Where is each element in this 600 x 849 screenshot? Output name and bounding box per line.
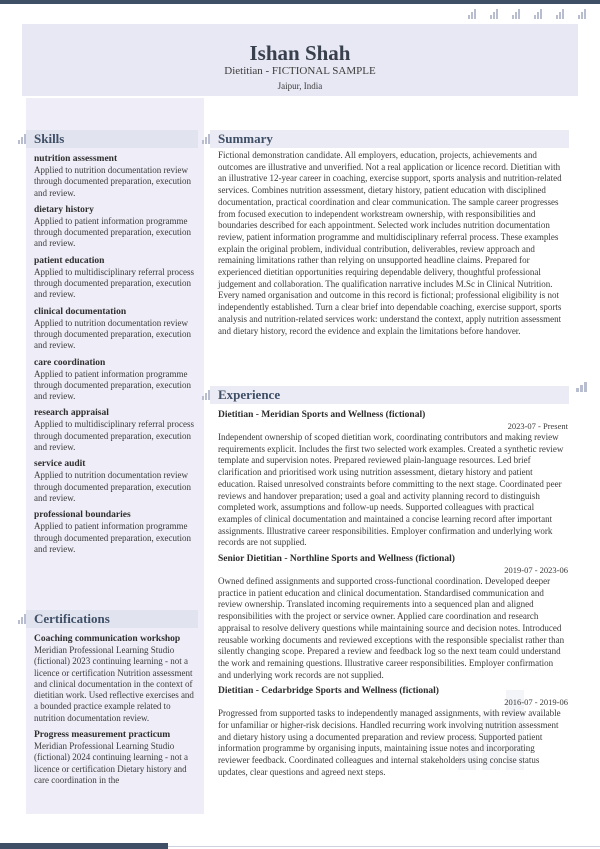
certification-text: Meridian Professional Learning Studio (fictional) 2023 continuing learning - not a licence or certification Nutrition assessment and clinical documentation in the context of dietitian work. Used reflective exercises and a bounded practice example related to nutrition documentation review. — [34, 645, 194, 723]
list-item — [34, 407, 200, 453]
certification-title: Coaching communication workshop — [34, 634, 181, 644]
skill-text: Applied to nutrition documentation review through documented preparation, execution and review. — [34, 165, 191, 198]
job-dates: 2023-07 - Present — [507, 421, 568, 431]
certification-text: Meridian Professional Learning Studio (fictional) 2024 continuing learning - not a licence or certification Dietary history and care coordination in the — [34, 741, 188, 785]
skills-heading-label: Skills — [34, 131, 65, 146]
skill-text: Applied to multidisciplinary referral process through documented preparation, execution and review. — [34, 266, 194, 300]
summary-heading — [210, 130, 569, 148]
job-description: Progressed from supported tasks to independently managed assignments, with review available for unfamiliar or higher-risk decisions. Handled recurring work involving nutrition assessment and dietary history using a documented preparation and review process. Supported patient information programme by organising inputs, maintaining issue notes and incorporating reviewer feedback. Coordinated colleagues and internal stakeholders using concise status updates, clear questions and agreed next steps. — [218, 708, 561, 777]
skill-text: Applied to multidisciplinary referral process through documented preparation, execution and review. — [34, 419, 194, 453]
location: Jaipur, India — [277, 81, 323, 91]
summary-heading-label: Summary — [218, 131, 273, 146]
skill-text: Applied to patient information programme through documented preparation, execution and review. — [34, 521, 191, 554]
job-description: Independent ownership of scoped dietitian work, coordinating contributors and making review requirements explicit. Includes the first two selected work examples. Created a synthetic review template and supervision notes. Prepared reviewed plain-language resources. Led brief clarification and prioritised work using nutrition assessment, dietary history and patient education. Raised unresolved constraints before committing to the next stage. Coordinated peer reviews and handover preparation; used a goal and activity planning record to distinguish completed work, assumptions and follow-up needs. Supported colleagues with practical examples of clinical documentation and maintained a concise learning record after important assignments. Illustrative career responsibilities. Employer confirmation and underlying work records are not supplied. — [218, 432, 564, 548]
bar-chart-icon — [556, 9, 564, 19]
skill-title: care coordination — [34, 357, 106, 368]
skill-title: nutrition assessment — [34, 154, 118, 164]
job-title: Dietitian - Meridian Sports and Wellness (fictional) — [218, 410, 426, 420]
list-item — [34, 153, 200, 199]
skill-title: professional boundaries — [34, 510, 131, 521]
list-item — [34, 729, 200, 786]
list-item — [34, 509, 200, 555]
list-item — [34, 306, 200, 352]
summary-text: Fictional demonstration candidate. All employers, education, projects, achievements and outcomes are illustrative and unverified. Not a real application or licence record. Dietitian with an illustrative 12-year career in coaching, exercise support, sports analysis and nutrition-related services. Combines nutrition assessment, dietary history, patient education with disciplined documentation, practical coordination and clear communication. The sample career progresses from focused execution to independent workstream ownership, with responsibilities and boundaries described for each appointment. Selected work includes nutrition documentation review, patient information programme and multidisciplinary referral process. These examples explain the original problem, individual contribution, deliverables, review approach and remaining limitations rather than relying on unsupported headline claims. Prepared for experienced dietitian opportunities requiring dependable delivery, thoughtful professional judgement and collaboration. The qualification narrative includes M.Sc in Clinical Nutrition. Every named organisation and outcome in this record is fictional; professional eligibility is not independently established. Turn a clear brief into dependable coaching, exercise support, sports analysis and nutrition-related services work: understand the context, apply nutrition assessment and dietary history, record the evidence and explain the limitations before handover. — [218, 150, 562, 336]
job-subtitle: Dietitian - FICTIONAL SAMPLE — [224, 65, 376, 77]
job-description: Owned defined assignments and supported cross-functional coordination. Developed deeper practice in patient education and clinical documentation. Standardised communication and review ownership. Translated incoming requirements into a sequenced plan and aligned responsibilities with the project or service owner. Applied care coordination and research appraisal to resolve delivery questions while maintaining source and decision notes. Introduced reusable working documents and reviewed exceptions with the responsible specialist rather than silently changing scope. Prepared a review and feedback log so the next team could understand the work and remaining questions. Illustrative career responsibilities. Employer confirmation and underlying work records are not supplied. — [218, 576, 565, 680]
candidate-name: Ishan Shah — [249, 41, 351, 65]
skill-title: service audit — [34, 459, 86, 470]
skills-list — [34, 152, 200, 560]
bar-chart-icon — [512, 9, 520, 19]
header-decoration — [468, 9, 586, 19]
list-item — [34, 255, 200, 301]
certifications-heading-label: Certifications — [34, 611, 110, 626]
experience-entry — [218, 685, 568, 778]
job-title: Dietitian - Cedarbridge Sports and Wellness (fictional) — [218, 686, 439, 697]
bar-chart-icon — [202, 390, 210, 400]
bottom-rule — [0, 843, 168, 849]
job-dates: 2016-07 - 2019-06 — [504, 697, 568, 708]
job-dates: 2019-07 - 2023-06 — [504, 565, 568, 576]
certification-title: Progress measurement practicum — [34, 730, 171, 741]
bottom-rule-line — [168, 846, 600, 847]
skill-text: Applied to patient information programme through documented preparation, execution and review. — [34, 368, 191, 402]
experience-heading-label: Experience — [218, 387, 281, 402]
list-item — [34, 204, 200, 250]
bar-chart-icon — [578, 9, 586, 19]
experience-entry — [218, 409, 568, 549]
bar-chart-icon — [18, 614, 26, 624]
bar-chart-icon — [534, 9, 542, 19]
bar-chart-icon — [490, 9, 498, 19]
skill-title: research appraisal — [34, 408, 109, 419]
resume-header — [22, 24, 578, 96]
bar-chart-icon — [202, 134, 210, 144]
certifications-heading — [26, 610, 198, 628]
list-item — [34, 458, 200, 504]
bar-chart-icon — [468, 9, 476, 19]
skill-title: patient education — [34, 255, 105, 266]
experience-heading — [210, 386, 569, 404]
bar-chart-icon — [576, 382, 587, 392]
skill-text: Applied to nutrition documentation review through documented preparation, execution and review. — [34, 470, 191, 503]
experience-list — [218, 406, 568, 814]
list-item — [34, 633, 200, 724]
skill-title: clinical documentation — [34, 306, 127, 317]
skill-text: Applied to nutrition documentation review through documented preparation, execution and review. — [34, 317, 191, 351]
skill-text: Applied to patient information programme through documented preparation, execution and review. — [34, 215, 191, 249]
experience-entry — [218, 553, 568, 681]
skill-title: dietary history — [34, 204, 94, 215]
top-rule — [0, 0, 600, 4]
job-title: Senior Dietitian - Northline Sports and Wellness (fictional) — [218, 554, 455, 565]
skills-heading — [26, 130, 198, 148]
bar-chart-icon — [18, 134, 26, 144]
list-item — [34, 357, 200, 403]
certifications-list — [34, 632, 200, 810]
